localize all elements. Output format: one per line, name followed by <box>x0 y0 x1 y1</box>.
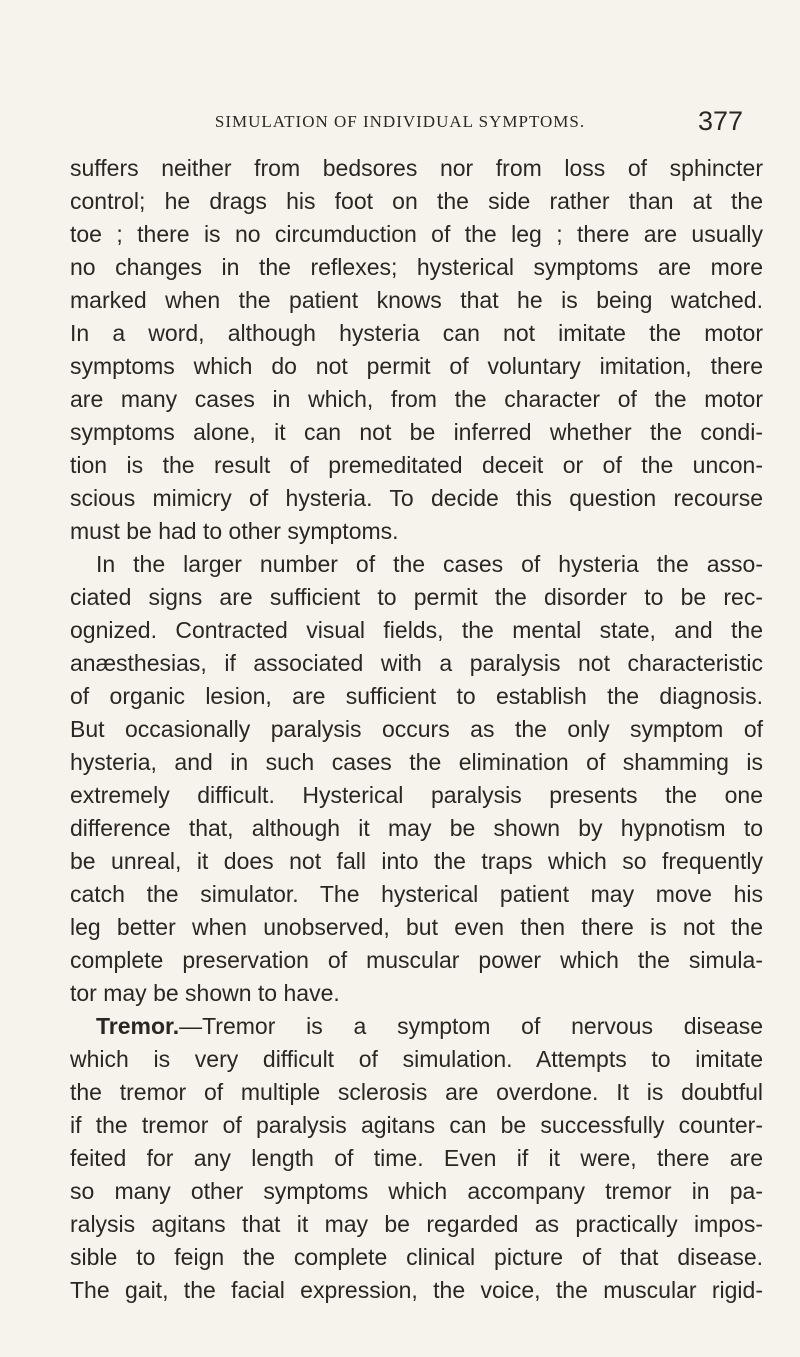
text-line: scious mimicry of hysteria. To decide this question recourse <box>70 485 763 511</box>
text-line-content: —Tremor is a symptom of nervous disease <box>179 1013 763 1039</box>
text-line: marked when the patient knows that he is being watched. <box>70 287 763 313</box>
text-line: symptoms alone, it can not be inferred whether the condi- <box>70 419 763 445</box>
text-line: control; he drags his foot on the side rather than at the <box>70 188 763 214</box>
text-line: difference that, although it may be shown by hypnotism to <box>70 815 763 841</box>
text-line: symptoms which do not permit of voluntary imitation, there <box>70 353 763 379</box>
text-line: catch the simulator. The hysterical patient may move his <box>70 881 763 907</box>
text-line: tion is the result of premeditated deceit or of the uncon- <box>70 452 763 478</box>
page-number: 377 <box>698 106 744 136</box>
text-line: hysteria, and in such cases the elimination of shamming is <box>70 749 763 775</box>
text-line: if the tremor of paralysis agitans can be successfully counter- <box>70 1112 763 1138</box>
text-line: so many other symptoms which accompany tremor in pa- <box>70 1178 763 1204</box>
text-line: sible to feign the complete clinical picture of that disease. <box>70 1244 763 1270</box>
text-line: complete preservation of muscular power which the simula- <box>70 947 763 973</box>
text-line: ciated signs are sufficient to permit the disorder to be rec- <box>70 584 763 610</box>
text-line: The gait, the facial expression, the voice, the muscular rigid- <box>70 1277 763 1303</box>
text-line: In the larger number of the cases of hysteria the asso- <box>96 551 763 577</box>
text-line: feited for any length of time. Even if it were, there are <box>70 1145 763 1171</box>
text-line: no changes in the reflexes; hysterical symptoms are more <box>70 254 763 280</box>
text-line: In a word, although hysteria can not imitate the motor <box>70 320 763 346</box>
text-line: which is very difficult of simulation. Attempts to imitate <box>70 1046 763 1072</box>
text-line: suffers neither from bedsores nor from loss of sphincter <box>70 155 763 181</box>
text-line: be unreal, it does not fall into the traps which so frequently <box>70 848 763 874</box>
text-line: are many cases in which, from the character of the motor <box>70 386 763 412</box>
text-line: extremely difficult. Hysterical paralysis presents the one <box>70 782 763 808</box>
text-line <box>96 1010 763 1043</box>
text-line: must be had to other symptoms. <box>70 518 399 544</box>
text-line: of organic lesion, are sufficient to establish the diagnosis. <box>70 683 763 709</box>
text-line: the tremor of multiple sclerosis are overdone. It is doubtful <box>70 1079 763 1105</box>
text-line: anæsthesias, if associated with a paralysis not characteristic <box>70 650 763 676</box>
text-line: leg better when unobserved, but even then there is not the <box>70 914 763 940</box>
text-line: toe ; there is no circumduction of the leg ; there are usually <box>70 221 763 247</box>
section-heading-tremor: Tremor. <box>96 1013 180 1039</box>
text-line: tor may be shown to have. <box>70 980 340 1006</box>
text-line: ognized. Contracted visual fields, the mental state, and the <box>70 617 763 643</box>
text-line: But occasionally paralysis occurs as the only symptom of <box>70 716 763 742</box>
running-head: SIMULATION OF INDIVIDUAL SYMPTOMS. <box>214 112 586 131</box>
text-line: ralysis agitans that it may be regarded as practically impos- <box>70 1211 763 1237</box>
